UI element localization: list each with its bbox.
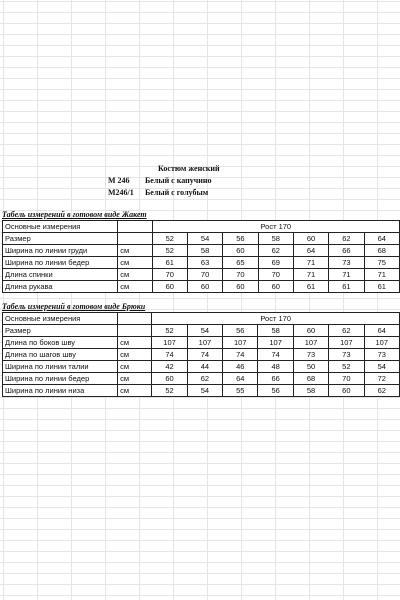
size-cell: 54 (187, 325, 222, 337)
measurement-name: Ширина по линии груди (3, 245, 118, 257)
measurement-value: 75 (364, 257, 399, 269)
measurement-value: 61 (152, 257, 187, 269)
measurement-value: 60 (223, 245, 258, 257)
measurement-value: 73 (293, 349, 328, 361)
measurement-value: 61 (364, 281, 399, 293)
measurement-value: 54 (364, 361, 399, 373)
measurement-value: 70 (329, 373, 364, 385)
table-row (3, 373, 400, 385)
measurement-value: 107 (187, 337, 222, 349)
size-cell: 58 (258, 233, 293, 245)
size-cell: 58 (258, 325, 293, 337)
measurement-unit: см (118, 361, 152, 373)
measurement-unit: см (118, 385, 152, 397)
measurement-value: 72 (364, 373, 399, 385)
measurement-value: 71 (329, 269, 364, 281)
measurement-value: 46 (223, 361, 258, 373)
size-cell: 62 (329, 233, 364, 245)
height-label: Рост 170 (152, 221, 399, 233)
measurement-value: 62 (258, 245, 293, 257)
measurement-value: 62 (364, 385, 399, 397)
measurement-value: 52 (152, 385, 187, 397)
measurement-value: 61 (293, 281, 328, 293)
measurement-value: 60 (223, 281, 258, 293)
measurement-value: 71 (293, 269, 328, 281)
measurement-unit: см (118, 349, 152, 361)
measurement-unit: см (118, 337, 152, 349)
measurement-name: Ширина по линии бедер (3, 257, 118, 269)
table-row (3, 313, 400, 325)
size-cell: 60 (293, 233, 328, 245)
table-row (3, 361, 400, 373)
measurement-value: 74 (187, 349, 222, 361)
measurement-value: 56 (258, 385, 293, 397)
table-row (3, 385, 400, 397)
jacket-measurements-table (2, 220, 400, 293)
measurement-value: 62 (187, 373, 222, 385)
measurement-value: 68 (293, 373, 328, 385)
measurement-value: 73 (329, 349, 364, 361)
main-measurements-label: Основные измерения (3, 221, 118, 233)
model-code-2: М246/1 (108, 188, 134, 197)
measurement-name: Длина по боков шву (3, 337, 118, 349)
measurement-unit: см (118, 245, 152, 257)
unit-cell (118, 325, 152, 337)
measurement-value: 52 (152, 245, 187, 257)
measurement-name: Длина спинки (3, 269, 118, 281)
measurement-value: 50 (293, 361, 328, 373)
table-row (3, 281, 400, 293)
product-title: Костюм женский (158, 164, 220, 173)
measurement-value: 60 (258, 281, 293, 293)
measurement-value: 66 (258, 373, 293, 385)
size-cell: 64 (364, 233, 399, 245)
size-cell: 54 (187, 233, 222, 245)
measurement-value: 48 (258, 361, 293, 373)
size-cell: 64 (364, 325, 399, 337)
measurement-value: 65 (223, 257, 258, 269)
measurement-value: 42 (152, 361, 187, 373)
measurement-value: 73 (364, 349, 399, 361)
table-row (3, 269, 400, 281)
size-cell: 62 (329, 325, 364, 337)
measurement-value: 74 (258, 349, 293, 361)
measurement-name: Длина рукава (3, 281, 118, 293)
measurement-name: Ширина по линии талии (3, 361, 118, 373)
measurement-name: Длина по шагов шву (3, 349, 118, 361)
measurement-value: 107 (364, 337, 399, 349)
measurement-value: 107 (223, 337, 258, 349)
main-measurements-label: Основные измерения (3, 313, 118, 325)
unit-cell (118, 233, 152, 245)
trousers-measurements-table (2, 312, 400, 397)
measurement-name: Ширина по линии бедер (3, 373, 118, 385)
size-cell: 56 (223, 325, 258, 337)
measurement-value: 107 (293, 337, 328, 349)
size-label: Размер (3, 325, 118, 337)
measurement-value: 74 (223, 349, 258, 361)
measurement-unit: см (118, 257, 152, 269)
measurement-value: 69 (258, 257, 293, 269)
measurement-value: 70 (258, 269, 293, 281)
measurement-value: 44 (187, 361, 222, 373)
table-row (3, 245, 400, 257)
jacket-table-title: Табель измерений в готовом виде Жакет (2, 210, 147, 219)
size-cell: 56 (223, 233, 258, 245)
model-code-1: М 246 (108, 176, 130, 185)
size-cell: 60 (293, 325, 328, 337)
trousers-table-title: Табель измерений в готовом виде Брюки (2, 302, 146, 311)
model-color-2: Белый с голубым (145, 188, 209, 197)
table-row (3, 325, 400, 337)
table-row (3, 337, 400, 349)
table-row (3, 221, 400, 233)
measurement-value: 54 (187, 385, 222, 397)
height-label: Рост 170 (152, 313, 400, 325)
measurement-value: 60 (187, 281, 222, 293)
unit-header-cell (118, 221, 152, 233)
measurement-name: Ширина по линии низа (3, 385, 118, 397)
table-row (3, 257, 400, 269)
measurement-value: 66 (329, 245, 364, 257)
measurement-value: 71 (293, 257, 328, 269)
measurement-value: 73 (329, 257, 364, 269)
measurement-unit: см (118, 269, 152, 281)
measurement-value: 61 (329, 281, 364, 293)
measurement-value: 70 (223, 269, 258, 281)
size-label: Размер (3, 233, 118, 245)
unit-header-cell (118, 313, 152, 325)
measurement-value: 74 (152, 349, 187, 361)
measurement-value: 107 (329, 337, 364, 349)
measurement-value: 64 (293, 245, 328, 257)
measurement-value: 107 (258, 337, 293, 349)
measurement-value: 64 (223, 373, 258, 385)
measurement-value: 68 (364, 245, 399, 257)
measurement-value: 71 (364, 269, 399, 281)
size-cell: 52 (152, 325, 187, 337)
measurement-value: 63 (187, 257, 222, 269)
table-row (3, 349, 400, 361)
measurement-value: 60 (152, 373, 187, 385)
measurement-value: 70 (187, 269, 222, 281)
measurement-value: 70 (152, 269, 187, 281)
measurement-unit: см (118, 373, 152, 385)
size-cell: 52 (152, 233, 187, 245)
measurement-value: 107 (152, 337, 187, 349)
measurement-value: 60 (329, 385, 364, 397)
measurement-unit: см (118, 281, 152, 293)
measurement-value: 52 (329, 361, 364, 373)
measurement-value: 55 (223, 385, 258, 397)
measurement-value: 60 (152, 281, 187, 293)
table-row (3, 233, 400, 245)
measurement-value: 58 (293, 385, 328, 397)
measurement-value: 58 (187, 245, 222, 257)
model-color-1: Белый с капучино (145, 176, 212, 185)
